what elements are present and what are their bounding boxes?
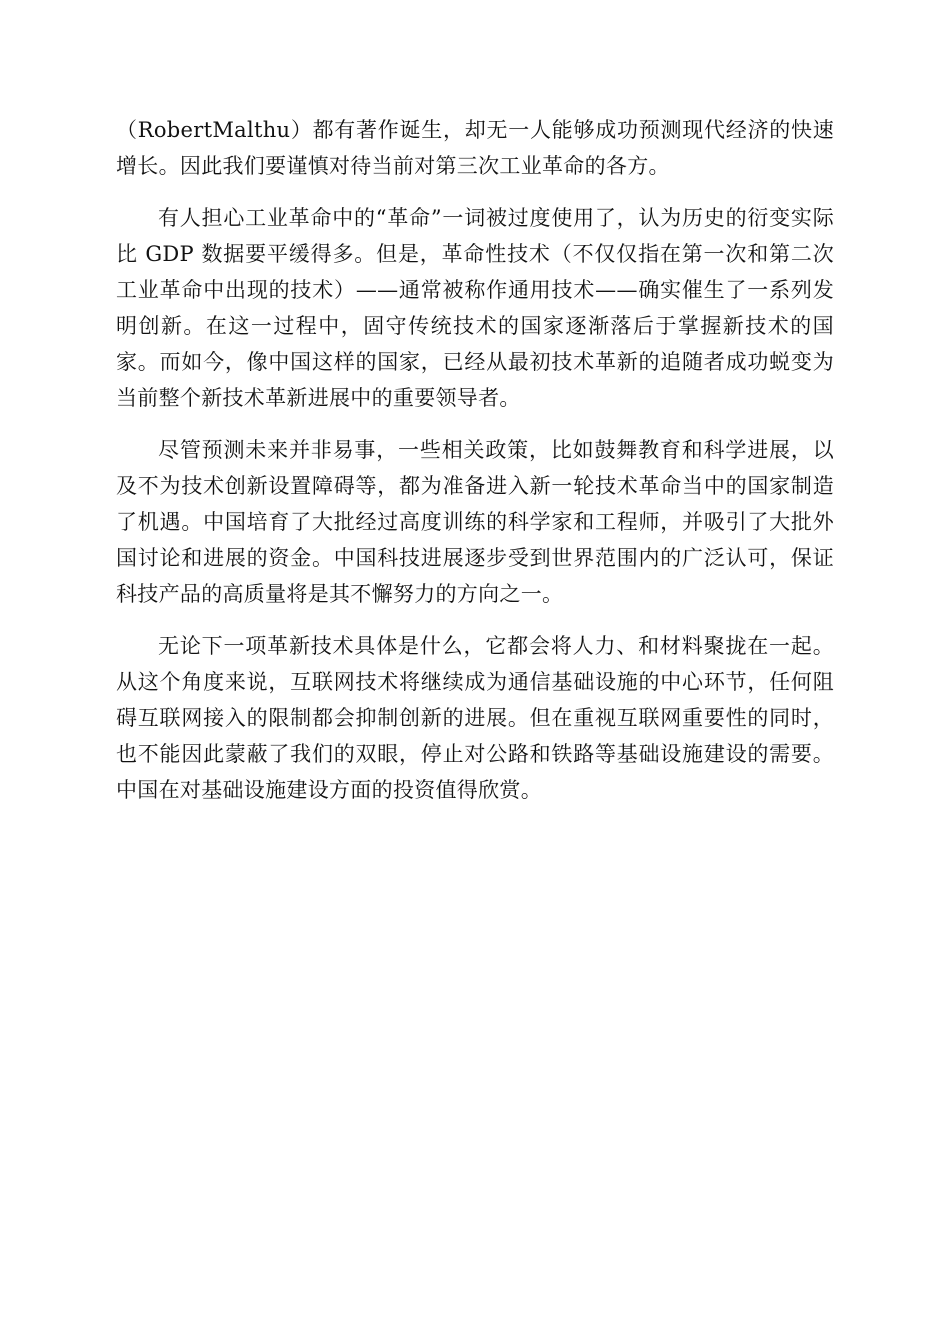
paragraph-1: （RobertMalthu）都有著作诞生，却无一人能够成功预测现代经济的快速增长。因此我们要谨慎对待当前对第三次工业革命的各方。 bbox=[116, 118, 834, 178]
paragraph-2: 有人担心工业革命中的“革命”一词被过度使用了，认为历史的衍变实际比 GDP 数据要平缓得多。但是，革命性技术（不仅仅指在第一次和第二次工业革命中出现的技术）——通常被称作通用技术——确实催生了一系列发明创新。在这一过程中，固守传统技术的国家逐渐落后于掌握新技术的国家。而如今，像中国这样的国家，已经从最初技术革新的追随者成功蜕变为当前整个新技术革新进展中的重要领导者。 bbox=[116, 206, 834, 410]
document-page bbox=[116, 112, 834, 824]
paragraph-3: 尽管预测未来并非易事，一些相关政策，比如鼓舞教育和科学进展，以及不为技术创新设置障碍等，都为准备进入新一轮技术革命当中的国家制造了机遇。中国培育了大批经过高度训练的科学家和工程师，并吸引了大批外国讨论和进展的资金。中国科技进展逐步受到世界范围内的广泛认可，保证科技产品的高质量将是其不懈努力的方向之一。 bbox=[116, 438, 834, 606]
paragraph-4: 无论下一项革新技术具体是什么，它都会将人力、和材料聚拢在一起。从这个角度来说，互联网技术将继续成为通信基础设施的中心环节，任何阻碍互联网接入的限制都会抑制创新的进展。但在重视互联网重要性的同时，也不能因此蒙蔽了我们的双眼，停止对公路和铁路等基础设施建设的需要。中国在对基础设施建设方面的投资值得欣赏。 bbox=[116, 634, 834, 802]
